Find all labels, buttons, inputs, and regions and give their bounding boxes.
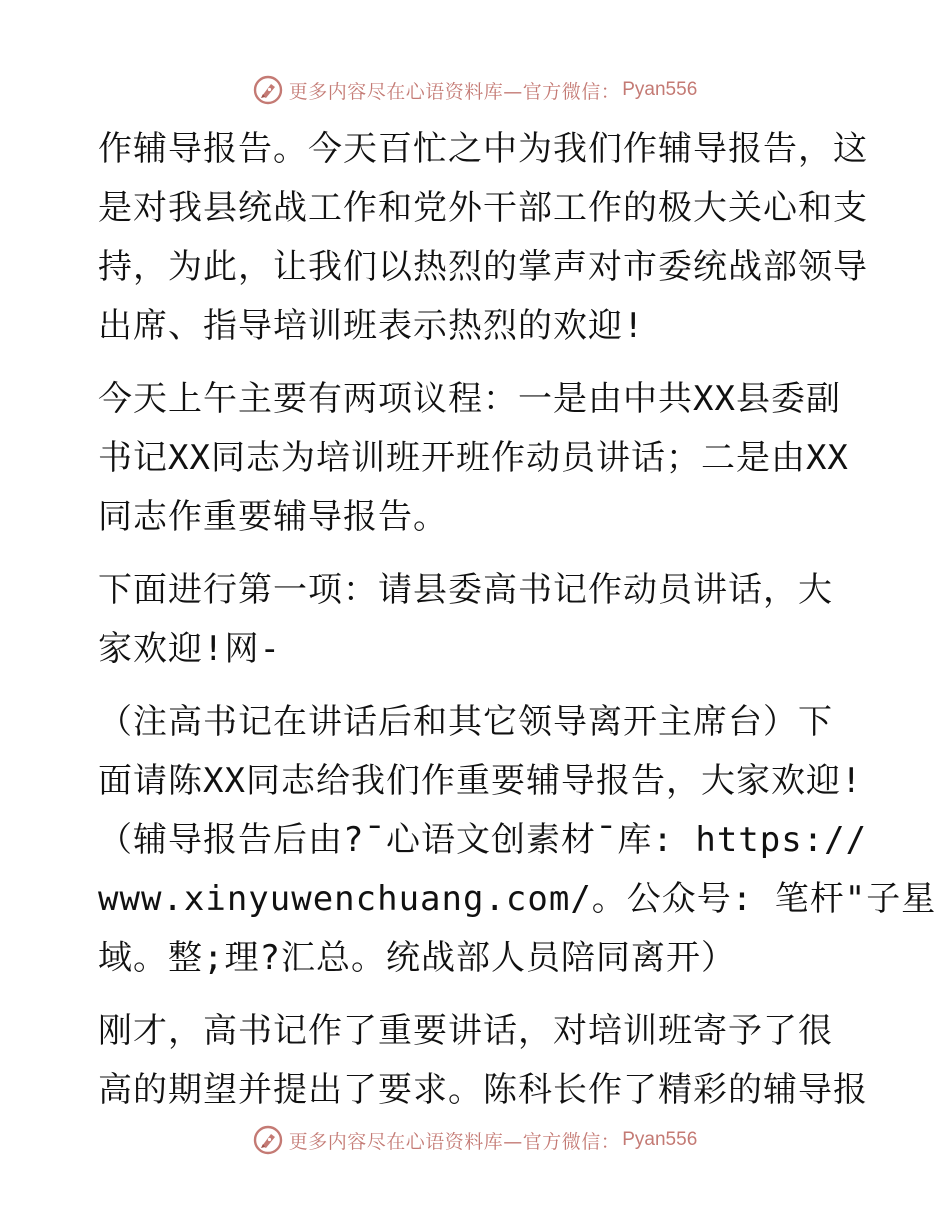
text-line: 书记XX同志为培训班开班作动员讲话；二是由XX bbox=[98, 438, 849, 478]
text-line: 是对我县统战工作和党外干部工作的极大关心和支 bbox=[98, 188, 868, 228]
banner-wechat-id: Pyan556 bbox=[622, 79, 698, 100]
footer-watermark-banner bbox=[0, 1120, 950, 1160]
text-line: 面请陈XX同志给我们作重要辅导报告，大家欢迎! bbox=[98, 761, 863, 801]
paragraph-2 bbox=[98, 370, 858, 547]
document-body bbox=[98, 120, 937, 1134]
pen-nib-logo-icon bbox=[253, 75, 283, 105]
paragraph-3 bbox=[98, 561, 858, 679]
text-line: 出席、指导培训班表示热烈的欢迎! bbox=[98, 306, 645, 346]
banner-main-text: 更多内容尽在心语资料库—官方微信： bbox=[288, 80, 621, 103]
text-line: 刚才，高书记作了重要讲话，对培训班寄予了很 bbox=[98, 1011, 833, 1051]
text-line: 域。整;理?汇总。统战部人员陪同离开） bbox=[98, 938, 736, 978]
text-line: 今天上午主要有两项议程：一是由中共XX县委副 bbox=[98, 379, 841, 419]
text-line: 作辅导报告。今天百忙之中为我们作辅导报告，这 bbox=[98, 129, 868, 169]
paragraph-1 bbox=[98, 120, 868, 356]
text-line: 持，为此，让我们以热烈的掌声对市委统战部领导 bbox=[98, 247, 868, 287]
text-line: 家欢迎!网- bbox=[98, 629, 281, 669]
text-line: 高的期望并提出了要求。陈科长作了精彩的辅导报 bbox=[98, 1070, 868, 1110]
pen-nib-logo-icon bbox=[253, 1125, 283, 1155]
header-watermark-banner bbox=[0, 70, 950, 110]
text-line: 下面进行第一项：请县委高书记作动员讲话，大 bbox=[98, 570, 833, 610]
text-line: 同志作重要辅导报告。 bbox=[98, 497, 448, 537]
banner-main-text: 更多内容尽在心语资料库—官方微信： bbox=[288, 1130, 621, 1153]
paragraph-5 bbox=[98, 1002, 868, 1120]
text-line: （注高书记在讲话后和其它领导离开主席台）下 bbox=[98, 702, 833, 742]
text-line: （辅导报告后由?¯心语文创素材¯库: https:// bbox=[98, 820, 868, 860]
banner-wechat-id: Pyan556 bbox=[622, 1129, 698, 1150]
paragraph-4 bbox=[98, 693, 937, 988]
text-line: www.xinyuwenchuang.com/。公众号: 笔杆"子星 bbox=[98, 879, 937, 919]
